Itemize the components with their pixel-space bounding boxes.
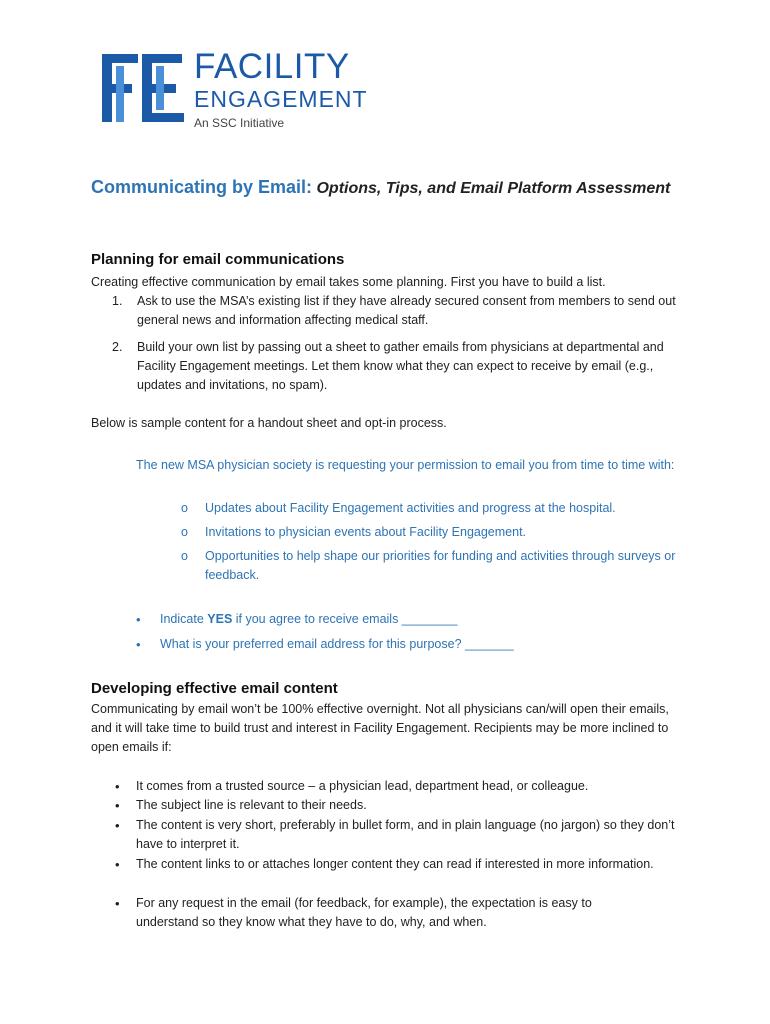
optin-line — [160, 610, 457, 629]
title-rest: Options, Tips, and Email Platform Assessment — [312, 180, 671, 197]
list-marker: o — [181, 501, 188, 515]
bullet-marker: • — [115, 818, 120, 833]
step-text: Ask to use the MSA’s existing list if they have already secured consent from members to send out general news and information affecting medical staff. — [137, 294, 676, 327]
bullet-marker: • — [115, 798, 120, 813]
sample-lead: The new MSA physician society is requesting your permission to email you from time to time with: — [136, 458, 675, 472]
section-heading-planning: Planning for email communications — [91, 251, 345, 268]
optin-yes: YES — [207, 612, 233, 626]
content-tip: The subject line is relevant to their needs. — [136, 798, 367, 812]
optin-prefix: Indicate — [160, 612, 208, 626]
content-tip: The content is very short, preferably in bullet form, and in plain language (no jargon) so they don’t have to interpret it. — [136, 818, 675, 851]
list-marker: o — [181, 525, 188, 539]
bullet-marker: • — [115, 857, 120, 872]
content-intro: Communicating by email won’t be 100% effective overnight. Not all physicians can/will open their emails, and it will take time to build trust and interest in Facility Engagement. Recipients may be more inclined to open emails if: — [91, 702, 669, 754]
sample-item: Opportunities to help shape our priorities for funding and activities through surveys or feedback. — [205, 549, 676, 582]
title-lead: Communicating by Email: — [91, 177, 313, 197]
bullet-marker: • — [136, 612, 141, 627]
sample-item: Updates about Facility Engagement activities and progress at the hospital. — [205, 501, 616, 515]
bullet-marker: • — [115, 896, 120, 911]
logo-word-facility: FACILITY — [194, 47, 350, 86]
planning-intro: Creating effective communication by email takes some planning. First you have to build a list. — [91, 275, 606, 289]
bullet-marker: • — [115, 779, 120, 794]
sample-item: Invitations to physician events about Facility Engagement. — [205, 525, 527, 539]
step-number: 1. — [112, 294, 123, 308]
sample-intro: Below is sample content for a handout sheet and opt-in process. — [91, 416, 447, 430]
logo-tagline: An SSC Initiative — [194, 116, 285, 130]
list-marker: o — [181, 549, 188, 563]
logo-word-engagement: ENGAGEMENT — [194, 86, 368, 112]
optin-suffix: if you agree to receive emails ________ — [232, 612, 458, 626]
step-number: 2. — [112, 340, 123, 354]
document-title — [91, 174, 691, 202]
section-heading-content: Developing effective email content — [91, 680, 338, 697]
content-tip: For any request in the email (for feedback, for example), the expectation is easy to understand so they know what they have to do, why, and when. — [136, 896, 592, 929]
content-tip: It comes from a trusted source – a physician lead, department head, or colleague. — [136, 779, 589, 793]
bullet-marker: • — [136, 637, 141, 652]
content-tip: The content links to or attaches longer content they can read if interested in more information. — [136, 857, 654, 871]
step-text: Build your own list by passing out a sheet to gather emails from physicians at departmental and Facility Engagement meetings. Let them know what they can expect to receive by email (e.g., updates and invitations, no spam). — [137, 340, 664, 392]
email-address-prompt: What is your preferred email address for this purpose? _______ — [160, 637, 514, 651]
fe-logo-mark-icon — [102, 54, 184, 122]
